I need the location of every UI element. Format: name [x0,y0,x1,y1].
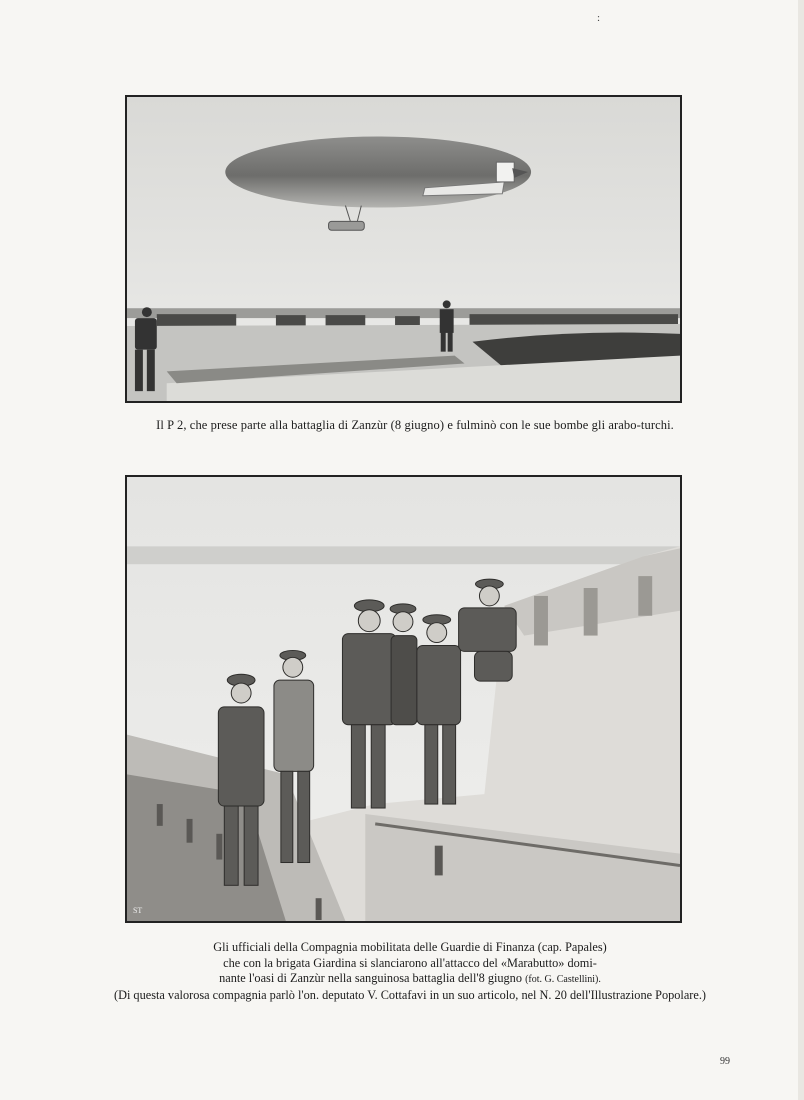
photo-credit: (fot. G. Castellini). [525,974,601,985]
page-number: 99 [720,1056,730,1067]
photo2-caption [60,940,760,1003]
photo2-caption-line3-wrap [60,971,760,988]
photo2-caption-line4: (Di questa valorosa compagnia parlò l'on. deputato V. Cottafavi in un suo articolo, nel N. 20 dell'Illustrazione Popolare.) [113,987,707,1002]
photo2-caption-line1: Gli ufficiali della Compagnia mobilitata delle Guardie di Finanza (cap. Papales) [213,940,607,954]
officers-photo [125,475,682,923]
airship-photo [125,95,682,403]
photo2-caption-line2: che con la brigata Giardina si slanciarono all'attacco del «Marabutto» domi- [223,955,597,970]
photo1-caption: Il P 2, che prese parte alla battaglia di Zanzùr (8 giugno) e fulminò con le sue bombe gli arabo-turchi. [156,418,674,432]
top-mark: : [597,12,601,24]
photo2-caption-line3: nante l'oasi di Zanzùr nella sanguinosa battaglia dell'8 giugno [219,971,522,985]
airship-photo-image [127,97,680,401]
photo2-corner-mark: ST [132,906,143,916]
officers-photo-image [127,477,680,921]
